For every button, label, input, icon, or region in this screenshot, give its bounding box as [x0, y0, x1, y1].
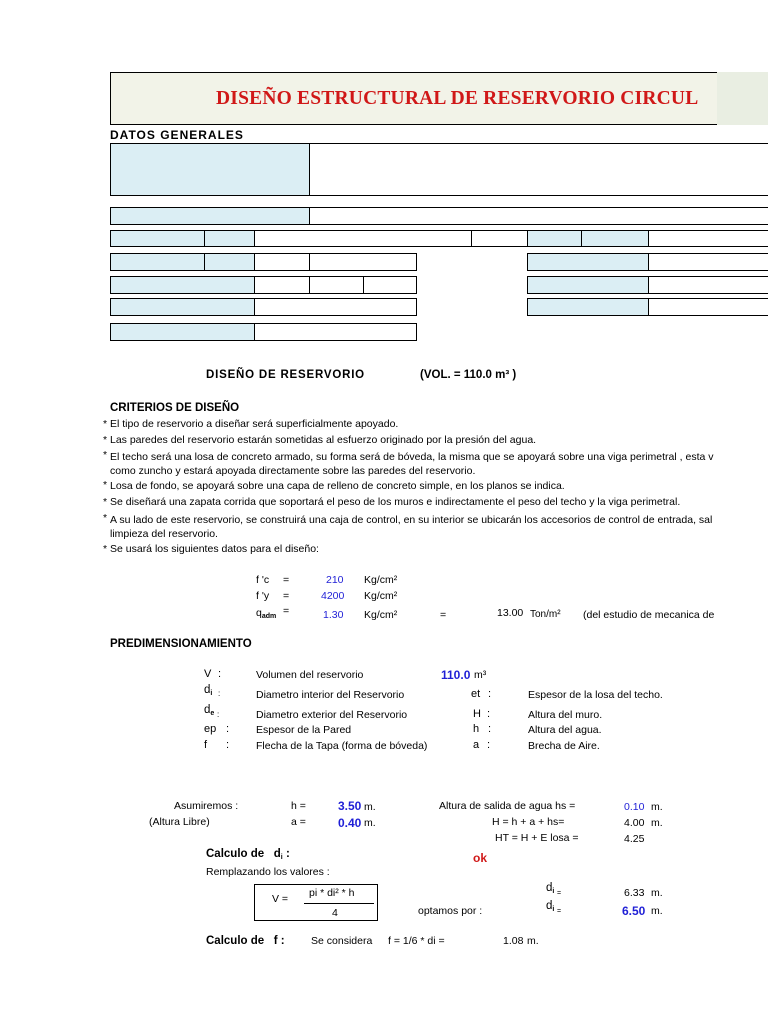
- form-cell-row3-a: [110, 230, 205, 247]
- di-final-unit: m.: [651, 905, 663, 917]
- form-cell-row3-d: [471, 230, 528, 247]
- form-cell-row4-e: [527, 253, 649, 271]
- datos-generales-heading: DATOS GENERALES: [110, 128, 244, 142]
- qadm-value: 1.30: [323, 609, 344, 621]
- bullet-mark: *: [103, 449, 108, 461]
- predim-desc-a: Brecha de Aire.: [528, 740, 600, 752]
- ok-indicator: ok: [473, 851, 488, 865]
- qadm-note: (del estudio de mecanica de: [583, 609, 715, 621]
- calc-di-colon: :: [285, 848, 290, 860]
- qadm-label: [256, 607, 276, 620]
- form-cell-row4-a: [110, 253, 205, 271]
- H-unit: m.: [651, 817, 663, 829]
- predim-desc-di: Diametro interior del Reservorio: [256, 689, 405, 701]
- di-subscript: i: [210, 690, 213, 697]
- hs-unit: m.: [651, 801, 663, 813]
- di-calc-value: 6.33: [624, 887, 645, 899]
- fc-unit: Kg/cm²: [364, 574, 398, 586]
- form-cell-project-value: [309, 143, 768, 196]
- form-cell-row5-f: [648, 276, 768, 294]
- predim-sym-de: [204, 704, 214, 717]
- calc-f-text: Calculo de: [206, 935, 265, 947]
- predim-sep: :: [226, 739, 230, 751]
- form-cell-row7-a: [110, 323, 255, 341]
- a-value: 0.40: [338, 816, 362, 830]
- criterio-6-cont: limpieza del reservorio.: [110, 528, 218, 540]
- H-label: H = h + a + hs=: [492, 816, 565, 828]
- form-cell-row6-d: [648, 298, 768, 316]
- title-band-right-shade: [717, 72, 768, 125]
- qadm-eq2: =: [440, 609, 447, 621]
- altura-libre-label: (Altura Libre): [149, 816, 210, 828]
- asumiremos-label: Asumiremos :: [174, 800, 239, 812]
- hs-label: Altura de salida de agua hs =: [439, 800, 576, 812]
- di-calc-sub: i: [552, 888, 555, 895]
- f-value: 1.08: [503, 935, 524, 947]
- formula-v-eq: V =: [272, 893, 289, 905]
- de-symbol: d: [204, 704, 211, 716]
- qadm-symbol: q: [256, 607, 262, 619]
- f-formula: f = 1/6 * di =: [388, 935, 445, 947]
- predim-sym-a: a: [473, 739, 480, 751]
- qadm-subscript: adm: [261, 613, 277, 620]
- di-final-symbol: [546, 900, 554, 913]
- fc-eq: =: [283, 574, 290, 586]
- form-cell-row5-c: [309, 276, 364, 294]
- criterio-2: Las paredes del reservorio estarán sometidas al esfuerzo originado por la presión del agua.: [110, 434, 537, 446]
- document-title: DISEÑO ESTRUCTURAL DE RESERVORIO CIRCUL: [216, 88, 699, 109]
- h-value: 3.50: [338, 799, 362, 813]
- form-cell-row5-b: [254, 276, 310, 294]
- di-final-d: d: [546, 900, 553, 912]
- fy-unit: Kg/cm²: [364, 590, 398, 602]
- form-cell-row7-b: [254, 323, 417, 341]
- se-considera-label: Se considera: [311, 935, 373, 947]
- criterio-1: El tipo de reservorio a diseñar será superficialmente apoyado.: [110, 418, 399, 430]
- fraction-bar: [304, 903, 374, 904]
- calc-f-symbol: f :: [273, 935, 285, 947]
- form-cell-row2-label: [110, 207, 310, 225]
- predim-sep: :: [488, 723, 492, 735]
- criterios-heading: CRITERIOS DE DISEÑO: [110, 402, 240, 414]
- form-cell-row4-b: [204, 253, 255, 271]
- di-calc-symbol: [546, 882, 554, 895]
- HT-value: 4.25: [624, 833, 645, 845]
- bullet-mark: *: [103, 418, 108, 430]
- fy-value: 4200: [321, 590, 345, 602]
- calc-di-symbol: d: [273, 848, 281, 860]
- form-cell-project-label: [110, 143, 310, 196]
- di-final-sub: i: [552, 906, 555, 913]
- predim-heading: PREDIMENSIONAMIENTO: [110, 638, 252, 650]
- fy-eq: =: [283, 590, 290, 602]
- predim-sym-v: V: [204, 668, 212, 680]
- predim-sym-et: et: [471, 688, 481, 700]
- reemplazando-label: Remplazando los valores :: [206, 866, 330, 878]
- predim-sym-H: H: [473, 708, 481, 720]
- predim-sep: :: [217, 710, 220, 719]
- predim-sym-f: f: [204, 739, 208, 751]
- form-cell-row3-f: [581, 230, 649, 247]
- form-cell-row3-b: [204, 230, 255, 247]
- bullet-mark: *: [103, 512, 108, 524]
- fc-value: 210: [326, 574, 344, 586]
- bullet-mark: *: [103, 543, 108, 555]
- form-cell-row6-c: [527, 298, 649, 316]
- predim-sep: :: [218, 668, 222, 680]
- predim-desc-H: Altura del muro.: [528, 709, 603, 721]
- predim-sep: :: [487, 739, 491, 751]
- form-cell-row4-f: [648, 253, 768, 271]
- predim-sym-ep: ep: [204, 723, 217, 735]
- bullet-mark: *: [103, 434, 108, 446]
- predim-desc-de: Diametro exterior del Reservorio: [256, 709, 408, 721]
- calc-di-label: [206, 848, 290, 861]
- formula-numerator: pi * di² * h: [309, 887, 355, 899]
- criterio-7: Se usará los siguientes datos para el diseño:: [110, 543, 319, 555]
- calc-di-text: Calculo de: [206, 848, 265, 860]
- di-calc-unit: m.: [651, 887, 663, 899]
- h-unit: m.: [364, 801, 376, 813]
- fc-label: f 'c: [256, 574, 270, 586]
- formula-denominator: 4: [332, 907, 338, 919]
- a-label: a =: [291, 816, 306, 828]
- criterio-5: Se diseñará una zapata corrida que soportará el peso de los muros e indirectamente el peso del techo y la viga perimetral.: [110, 496, 681, 508]
- form-cell-row2-value: [309, 207, 768, 225]
- calc-f-label: [206, 935, 285, 947]
- predim-sym-di: [204, 684, 212, 697]
- form-cell-row6-a: [110, 298, 255, 316]
- di-final-value: 6.50: [622, 904, 646, 918]
- predim-desc-h: Altura del agua.: [528, 724, 602, 736]
- qadm-ton-unit: Ton/m²: [530, 609, 561, 620]
- form-cell-row3-e: [527, 230, 582, 247]
- di-final-eq: =: [557, 908, 562, 915]
- predim-desc-f: Flecha de la Tapa (forma de bóveda): [256, 740, 428, 752]
- di-calc-d: d: [546, 882, 553, 894]
- predim-sep: :: [488, 688, 492, 700]
- di-symbol: d: [204, 684, 211, 696]
- form-cell-row5-a: [110, 276, 255, 294]
- qadm-eq: =: [283, 605, 290, 617]
- H-value: 4.00: [624, 817, 645, 829]
- bullet-mark: *: [103, 479, 108, 491]
- predim-desc-et: Espesor de la losa del techo.: [528, 689, 663, 701]
- predim-sym-h: h: [473, 723, 480, 735]
- form-cell-row6-b: [254, 298, 417, 316]
- form-cell-row4-d: [309, 253, 417, 271]
- form-cell-row3-c: [254, 230, 472, 247]
- de-subscript: e: [210, 710, 215, 717]
- volume-value: 110.0: [441, 668, 471, 682]
- f-unit: m.: [527, 935, 539, 947]
- h-label: h =: [291, 800, 306, 812]
- hs-value: 0.10: [624, 801, 645, 813]
- form-cell-row4-c: [254, 253, 310, 271]
- predim-sep: :: [218, 689, 221, 698]
- diseno-reservorio-label: DISEÑO DE RESERVORIO: [206, 369, 365, 381]
- form-cell-row5-e: [527, 276, 649, 294]
- bullet-mark: *: [103, 496, 108, 508]
- predim-desc-v: Volumen del reservorio: [256, 669, 364, 681]
- criterio-3: El techo será una losa de concreto armado, su forma será de bóveda, la misma que se apoyará sobre una viga perimetral , esta v: [110, 451, 714, 463]
- fy-label: f 'y: [256, 590, 270, 602]
- volume-unit: m³: [474, 669, 487, 681]
- form-cell-row3-g: [648, 230, 768, 247]
- diseno-reservorio-volume: (VOL. = 110.0 m³ ): [420, 369, 517, 381]
- calc-di-subscript: i: [280, 854, 283, 861]
- optamos-label: optamos por :: [418, 905, 483, 917]
- predim-sep: :: [226, 723, 230, 735]
- HT-label: HT = H + E losa =: [495, 832, 579, 844]
- qadm-ton-value: 13.00: [497, 607, 524, 619]
- criterio-3-cont: como zuncho y estará apoyada directamente sobre las paredes del reservorio.: [110, 465, 476, 477]
- criterio-6: A su lado de este reservorio, se construirá una caja de control, en su interior se ubicarán los accesorios de control de entrada, sal: [110, 514, 713, 526]
- a-unit: m.: [364, 817, 376, 829]
- qadm-unit: Kg/cm²: [364, 609, 398, 621]
- predim-desc-ep: Espesor de la Pared: [256, 724, 352, 736]
- di-calc-eq: =: [557, 890, 562, 897]
- form-cell-row5-d: [363, 276, 417, 294]
- criterio-4: Losa de fondo, se apoyará sobre una capa de relleno de concreto simple, en los planos se indica.: [110, 480, 565, 492]
- predim-sep: :: [487, 708, 491, 720]
